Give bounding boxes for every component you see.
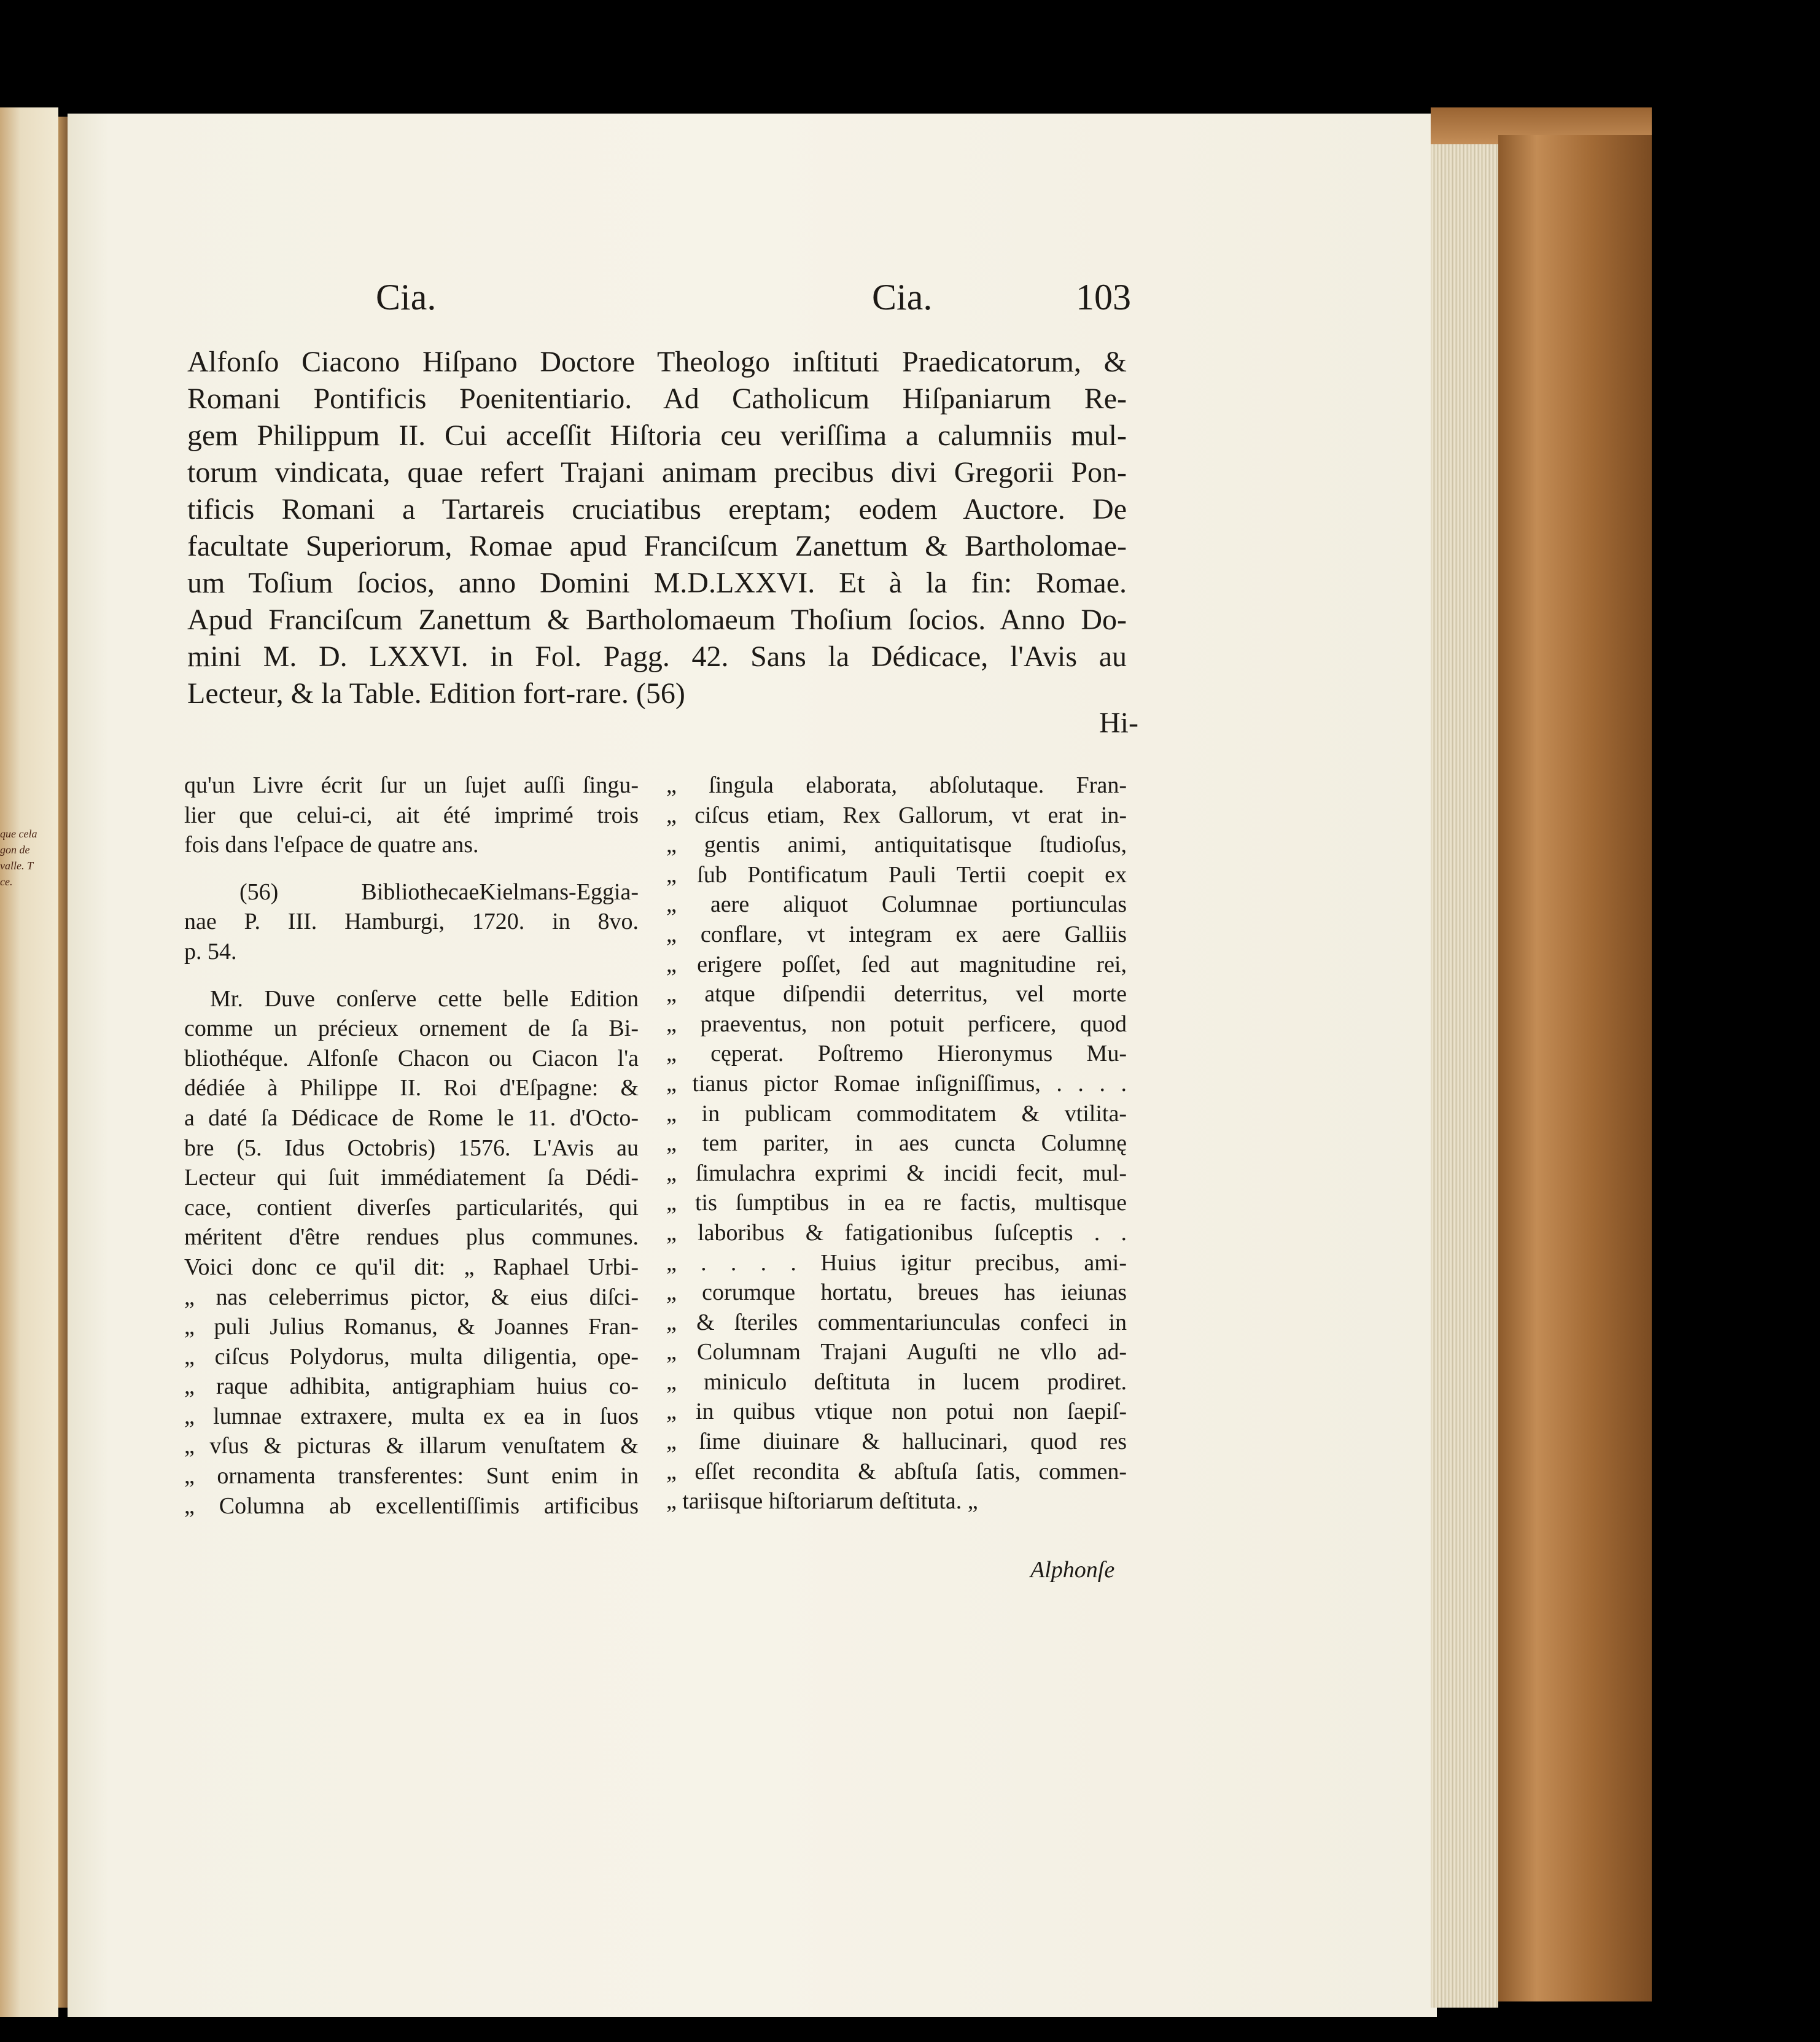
main-entry-text (187, 344, 1127, 712)
text-line: Apud Franciſcum Zanettum & Bartholomaeum Thoſium ſocios. Anno Do- (187, 604, 1127, 636)
text-line: dédiée à Philippe II. Roi d'Eſpagne: & (184, 1075, 639, 1101)
text-line: bre (5. Idus Octobris) 1576. L'Avis au (184, 1135, 639, 1161)
text-line: „ puli Julius Romanus, & Joannes Fran- (184, 1314, 639, 1340)
text-line: Romani Pontificis Poenitentiario. Ad Catholicum Hiſpaniarum Re- (187, 382, 1127, 415)
left-page-edge (0, 107, 58, 2017)
text-line: facultate Superiorum, Romae apud Franciſcum Zanettum & Bartholomae- (187, 530, 1127, 562)
text-line: „ atque diſpendii deterritus, vel morte (666, 981, 1127, 1007)
text-line: „ conflare, vt integram ex aere Galliis (666, 921, 1127, 947)
running-head-center: Cia. (872, 277, 933, 317)
text-line: cace, contient diverſes particularités, qui (184, 1194, 639, 1221)
left-column (184, 771, 639, 1521)
text-line: „ & ſteriles commentariunculas confeci in (666, 1309, 1127, 1335)
text-line: „ tis ſumptibus in ea re factis, multisque (666, 1190, 1127, 1216)
text-line: bliothéque. Alfonſe Chacon ou Ciacon l'a (184, 1045, 639, 1071)
text-line: Lecteur qui ſuit immédiatement ſa Dédi- (184, 1165, 639, 1191)
text-line: „ erigere poſſet, ſed aut magnitudine rei, (666, 951, 1127, 977)
text-line: „ ornamenta transferentes: Sunt enim in (184, 1463, 639, 1489)
text-line: torum vindicata, quae refert Trajani animam precibus divi Gregorii Pon- (187, 456, 1127, 489)
text-line: „ tem pariter, in aes cuncta Columnę (666, 1130, 1127, 1157)
text-line: „ aere aliquot Columnae portiunculas (666, 891, 1127, 918)
text-line: „ corumque hortatu, breues has ieiunas (666, 1279, 1127, 1306)
text-line: „ Columna ab excellentiſſimis artificibus (184, 1493, 639, 1519)
text-line: „ praeventus, non potuit perficere, quod (666, 1011, 1127, 1037)
text-line: „ nas celeberrimus pictor, & eius diſci- (184, 1284, 639, 1310)
text-line: tificis Romani a Tartareis cruciatibus ereptam; eodem Auctore. De (187, 493, 1127, 526)
text-line: „ in quibus vtique non potui non ſaepiſ- (666, 1399, 1127, 1425)
catchword-bottom: Alphonſe (1030, 1557, 1115, 1583)
text-line: comme un précieux ornement de ſa Bi- (184, 1015, 639, 1042)
text-line: p. 54. (184, 938, 237, 965)
text-line: nae P. III. Hamburgi, 1720. in 8vo. (184, 909, 639, 935)
text-line: „ eſſet recondita & abſtuſa ſatis, commen- (666, 1458, 1127, 1485)
running-head-left: Cia. (376, 277, 437, 317)
text-line: „ raque adhibita, antigraphiam huius co- (184, 1373, 639, 1400)
text-line: „ . . . . Huius igitur precibus, ami- (666, 1249, 1127, 1276)
text-line: „ cęperat. Poſtremo Hieronymus Mu- (666, 1041, 1127, 1067)
text-line: méritent d'être rendues plus communes. (184, 1224, 639, 1251)
text-line: „ gentis animi, antiquitatisque ſtudioſus, (666, 832, 1127, 858)
text-line: Voici donc ce qu'il dit: „ Raphael Urbi- (184, 1254, 639, 1280)
text-line: mini M. D. LXXVI. in Fol. Pagg. 42. Sans la Dédicace, l'Avis au (187, 640, 1127, 673)
text-line: „ in publicam commoditatem & vtilita- (666, 1100, 1127, 1127)
text-line: „ ſimulachra exprimi & incidi fecit, mul- (666, 1160, 1127, 1186)
text-line: (56) BibliothecaeKielmans-Eggia- (239, 879, 639, 905)
text-line: „ ciſcus etiam, Rex Gallorum, vt erat in- (666, 802, 1127, 828)
text-line: „ miniculo deſtituta in lucem prodiret. (666, 1368, 1127, 1395)
page-fore-edge (1431, 123, 1498, 2008)
text-line: „ vſus & picturas & illarum venuſtatem & (184, 1433, 639, 1459)
text-line: „ ſub Pontificatum Pauli Tertii coepit ex (666, 861, 1127, 888)
text-line: lier que celui-ci, ait été imprimé trois (184, 802, 639, 828)
text-line: „ tianus pictor Romae inſigniſſimus, . . . . (666, 1070, 1127, 1097)
right-column (666, 771, 1127, 1516)
text-line: „ Columnam Trajani Auguſti ne vllo ad- (666, 1339, 1127, 1365)
text-line: Mr. Duve conſerve cette belle Edition (210, 985, 639, 1012)
text-line: „ ſingula elaborata, abſolutaque. Fran- (666, 772, 1127, 798)
book-cover-edge (1498, 135, 1652, 2001)
text-line: „ laboribus & fatigationibus ſuſceptis . . (666, 1219, 1127, 1246)
text-line: um Toſium ſocios, anno Domini M.D.LXXVI. Et à la fin: Romae. (187, 567, 1127, 599)
text-line: „ ſime diuinare & hallucinari, quod res (666, 1429, 1127, 1455)
text-line: Lecteur, & la Table. Edition fort-rare. (56) (187, 677, 685, 710)
page-number: 103 (1076, 277, 1131, 317)
text-line: „ ciſcus Polydorus, multa diligentia, ope- (184, 1343, 639, 1370)
text-line: Alfonſo Ciacono Hiſpano Doctore Theologo inſtituti Praedicatorum, & (187, 346, 1127, 378)
text-line: „ lumnae extraxere, multa ex ea in ſuos (184, 1403, 639, 1429)
text-line: a daté ſa Dédicace de Rome le 11. d'Octo- (184, 1104, 639, 1131)
catchword-top: Hi- (1099, 707, 1138, 739)
text-line: qu'un Livre écrit ſur un ſujet auſſi ſingu- (184, 772, 639, 798)
text-line: gem Philippum II. Cui acceſſit Hiſtoria ceu veriſſima a calumniis mul- (187, 419, 1127, 452)
text-line: fois dans l'eſpace de quatre ans. (184, 832, 479, 858)
margin-note: que cela gon de valle. T ce. (0, 828, 37, 888)
text-line: „ tariisque hiſtoriarum deſtituta. „ (666, 1488, 978, 1515)
